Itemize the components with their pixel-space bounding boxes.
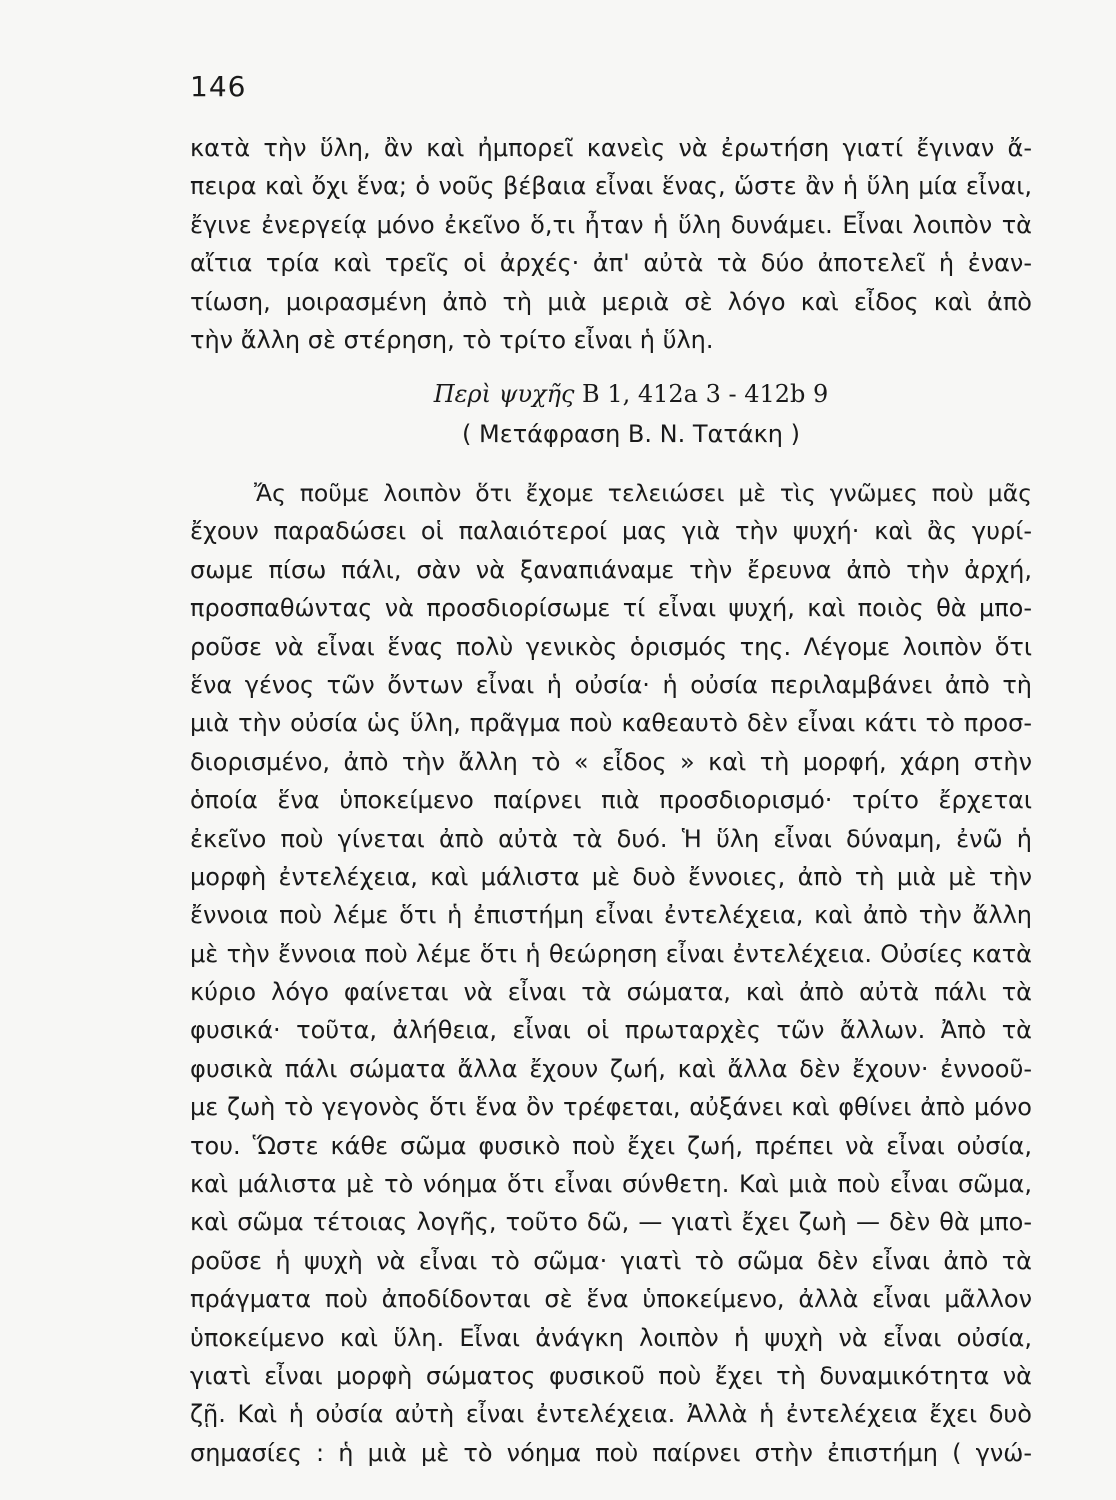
paragraph-aristotle-physics-ending: [190, 129, 1032, 359]
text-line: φυσικά· τοῦτα, ἀλήθεια, εἶναι οἱ πρωταρχὲς τῶν ἄλλων. Ἀπὸ τὰ: [190, 1016, 1032, 1045]
text-line: προσπαθώντας νὰ προσδιορίσωμε τί εἶναι ψυχή, καὶ ποιὸς θὰ μπο-: [190, 594, 1032, 623]
text-line: ὑποκείμενο καὶ ὕλη. Εἶναι ἀνάγκη λοιπὸν ἡ ψυχὴ νὰ εἶναι οὐσία,: [190, 1323, 1032, 1352]
text-line: πειρα καὶ ὄχι ἕνα; ὁ νοῦς βέβαια εἶναι ἕνας, ὥστε ἂν ἡ ὕλη μία εἶναι,: [190, 172, 1032, 201]
text-line: μορφὴ ἐντελέχεια, καὶ μάλιστα μὲ δυὸ ἔννοιες, ἀπὸ τὴ μιὰ μὲ τὴν: [190, 862, 1032, 891]
text-line: σωμε πίσω πάλι, σὰν νὰ ξαναπιάναμε τὴν ἔρευνα ἀπὸ τὴν ἀρχή,: [190, 555, 1032, 584]
paragraph-de-anima: [190, 474, 1032, 1472]
text-line: ροῦσε νὰ εἶναι ἕνας πολὺ γενικὸς ὁρισμός της. Λέγομε λοιπὸν ὅτι: [190, 632, 1032, 661]
text-line: ζῇ. Καὶ ἡ οὐσία αὐτὴ εἶναι ἐντελέχεια. Ἀλλὰ ἡ ἐντελέχεια ἔχει δυὸ: [190, 1400, 1032, 1429]
section-title: Περὶ ψυχῆς: [433, 380, 575, 408]
text-line: καὶ σῶμα τέτοιας λογῆς, τοῦτο δῶ, — γιατὶ ἔχει ζωὴ — δὲν θὰ μπο-: [190, 1208, 1032, 1237]
text-line: ὁποία ἕνα ὑποκείμενο παίρνει πιὰ προσδιορισμό· τρίτο ἔρχεται: [190, 786, 1032, 815]
text-line: τίωση, μοιρασμένη ἀπὸ τὴ μιὰ μεριὰ σὲ λόγο καὶ εἶδος καὶ ἀπὸ: [190, 287, 1032, 316]
text-line: με ζωὴ τὸ γεγονὸς ὅτι ἕνα ὂν τρέφεται, αὐξάνει καὶ φθίνει ἀπὸ μόνο: [190, 1093, 1032, 1122]
section-heading: [210, 380, 1052, 408]
text-line: ἐκεῖνο ποὺ γίνεται ἀπὸ αὐτὰ τὰ δυό. Ἡ ὕλη εἶναι δύναμη, ἐνῶ ἡ: [190, 824, 1032, 853]
text-line: ἕνα γένος τῶν ὄντων εἶναι ἡ οὐσία· ἡ οὐσία περιλαμβάνει ἀπὸ τὴ: [190, 670, 1032, 699]
text-line: κύριο λόγο φαίνεται νὰ εἶναι τὰ σώματα, καὶ ἀπὸ αὐτὰ πάλι τὰ: [190, 978, 1032, 1007]
text-line: ροῦσε ἡ ψυχὴ νὰ εἶναι τὸ σῶμα· γιατὶ τὸ σῶμα δὲν εἶναι ἀπὸ τὰ: [190, 1246, 1032, 1275]
text-line: αἴτια τρία καὶ τρεῖς οἱ ἀρχές· ἀπ' αὐτὰ τὰ δύο ἀποτελεῖ ἡ ἐναν-: [190, 249, 1032, 278]
section-reference: Β 1, 412a 3 - 412b 9: [574, 380, 829, 408]
text-line: πράγματα ποὺ ἀποδίδονται σὲ ἕνα ὑποκείμενο, ἀλλὰ εἶναι μᾶλλον: [190, 1285, 1032, 1314]
text-line: σημασίες : ἡ μιὰ μὲ τὸ νόημα ποὺ παίρνει στὴν ἐπιστήμη ( γνώ-: [190, 1438, 1032, 1467]
text-line: τὴν ἄλλη σὲ στέρηση, τὸ τρίτο εἶναι ἡ ὕλη.: [190, 325, 714, 354]
text-line: διορισμένο, ἀπὸ τὴν ἄλλη τὸ « εἶδος » καὶ τὴ μορφή, χάρη στὴν: [190, 747, 1032, 776]
text-line: γιατὶ εἶναι μορφὴ σώματος φυσικοῦ ποὺ ἔχει τὴ δυναμικότητα νὰ: [190, 1361, 1032, 1390]
text-line: ἔχουν παραδώσει οἱ παλαιότεροί μας γιὰ τὴν ψυχή· καὶ ἂς γυρί-: [190, 517, 1032, 546]
text-line: του. Ὥστε κάθε σῶμα φυσικὸ ποὺ ἔχει ζωή, πρέπει νὰ εἶναι οὐσία,: [190, 1131, 1032, 1160]
text-line: φυσικὰ πάλι σώματα ἄλλα ἔχουν ζωή, καὶ ἄλλα δὲν ἔχουν· ἐννοοῦ-: [190, 1054, 1032, 1083]
text-line: καὶ μάλιστα μὲ τὸ νόημα ὅτι εἶναι σύνθετη. Καὶ μιὰ ποὺ εἶναι σῶμα,: [190, 1170, 1032, 1199]
text-line: μιὰ τὴν οὐσία ὡς ὕλη, πρᾶγμα ποὺ καθεαυτὸ δὲν εἶναι κάτι τὸ προσ-: [190, 709, 1032, 738]
text-line: ἔγινε ἐνεργείᾳ μόνο ἐκεῖνο ὅ,τι ἦταν ἡ ὕλη δυνάμει. Εἶναι λοιπὸν τὰ: [190, 210, 1032, 239]
page-number: 146: [190, 70, 247, 103]
text-line: ἔννοια ποὺ λέμε ὅτι ἡ ἐπιστήμη εἶναι ἐντελέχεια, καὶ ἀπὸ τὴν ἄλλη: [190, 901, 1032, 930]
text-line: μὲ τὴν ἔννοια ποὺ λέμε ὅτι ἡ θεώρηση εἶναι ἐντελέχεια. Οὐσίες κατὰ: [190, 939, 1032, 968]
text-line: κατὰ τὴν ὕλη, ἂν καὶ ἠμπορεῖ κανεὶς νὰ ἐρωτήση γιατί ἔγιναν ἄ-: [190, 134, 1032, 162]
text-line: Ἄς ποῦμε λοιπὸν ὅτι ἔχομε τελειώσει μὲ τὶς γνῶμες ποὺ μᾶς: [254, 479, 1032, 507]
translator-note: ( Μετάφραση Β. Ν. Τατάκη ): [462, 420, 800, 448]
